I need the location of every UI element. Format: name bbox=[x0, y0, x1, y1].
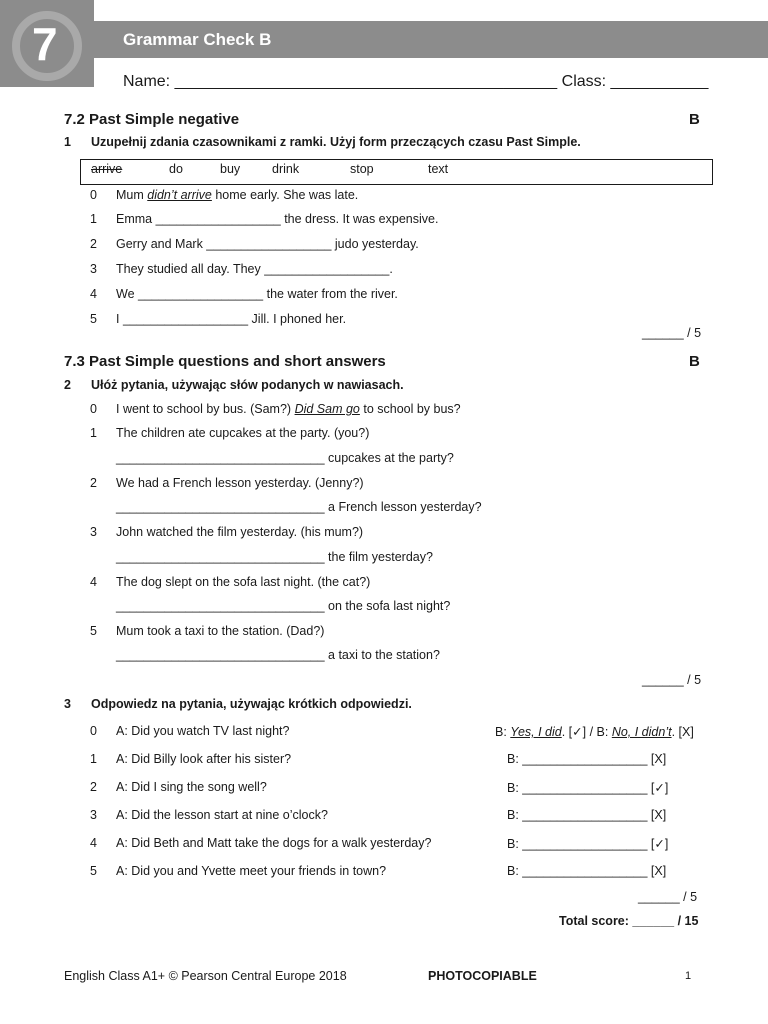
example-answer: didn’t arrive bbox=[147, 188, 212, 202]
short-answer-question: A: Did the lesson start at nine o’clock? bbox=[116, 808, 328, 822]
item-number: 4 bbox=[90, 836, 97, 850]
score-exercise-1: ______ / 5 bbox=[642, 326, 702, 340]
section-7-3-title: 7.3 Past Simple questions and short answers bbox=[64, 353, 386, 370]
section-7-2-title: 7.2 Past Simple negative bbox=[64, 111, 240, 128]
score-exercise-3: ______ / 5 bbox=[638, 890, 698, 904]
total-score: Total score: ______ / 15 bbox=[559, 914, 699, 928]
exercise-1-number: 1 bbox=[64, 135, 71, 149]
unit-badge bbox=[0, 0, 94, 87]
item-number: 2 bbox=[90, 237, 97, 251]
question-prompt: The dog slept on the sofa last night. (the cat?) bbox=[116, 575, 371, 589]
word-box bbox=[80, 159, 713, 185]
question-blank: ______________________________ the film yesterday? bbox=[116, 550, 433, 564]
item-number: 3 bbox=[90, 808, 97, 822]
page-title: Grammar Check B bbox=[123, 30, 272, 49]
example-answer-yes: Yes, I did bbox=[510, 725, 562, 739]
item-number: 2 bbox=[90, 780, 97, 794]
item-number: 2 bbox=[90, 476, 97, 490]
item-number: 0 bbox=[90, 188, 97, 202]
exercise-1-instruction: Uzupełnij zdania czasownikami z ramki. Użyj form przeczących czasu Past Simple. bbox=[91, 135, 581, 149]
example-short-answers: B: Yes, I did. [✓] / B: No, I didn’t. [X] bbox=[495, 725, 694, 739]
example-answer: Did Sam go bbox=[294, 402, 360, 416]
name-class-line: Name: ___________________________________________ Class: ___________ bbox=[123, 73, 709, 90]
score-exercise-2: ______ / 5 bbox=[642, 673, 702, 687]
item-number: 1 bbox=[90, 212, 97, 226]
gap-fill-sentence: I __________________ Jill. I phoned her. bbox=[116, 312, 347, 326]
word-box-item: arrive bbox=[91, 162, 123, 176]
question-prompt: John watched the film yesterday. (his mum?) bbox=[116, 525, 364, 539]
short-answer-blank: B: __________________ [✓] bbox=[507, 781, 669, 795]
question-prompt: We had a French lesson yesterday. (Jenny?) bbox=[116, 476, 364, 490]
unit-number: 7 bbox=[32, 18, 58, 70]
short-answer-question: A: Did you watch TV last night? bbox=[116, 724, 290, 738]
word-box-item: buy bbox=[220, 162, 241, 176]
word-box-item: text bbox=[428, 162, 449, 176]
item-number: 3 bbox=[90, 262, 97, 276]
example-sentence: I went to school by bus. (Sam?) Did Sam go to school by bus? bbox=[116, 402, 461, 416]
word-box-item: stop bbox=[350, 162, 374, 176]
item-number: 5 bbox=[90, 624, 97, 638]
short-answer-blank: B: __________________ [X] bbox=[507, 864, 667, 878]
footer-copyright: English Class A1+ © Pearson Central Europe 2018 bbox=[64, 969, 347, 983]
gap-fill-sentence: Gerry and Mark __________________ judo yesterday. bbox=[116, 237, 419, 251]
gap-fill-sentence: They studied all day. They __________________. bbox=[116, 262, 393, 276]
page-number: 1 bbox=[685, 970, 692, 982]
exercise-3-instruction: Odpowiedz na pytania, używając krótkich odpowiedzi. bbox=[91, 697, 412, 711]
section-7-2-level: B bbox=[689, 111, 700, 128]
question-blank: ______________________________ on the sofa last night? bbox=[116, 599, 451, 613]
footer-photocopiable: PHOTOCOPIABLE bbox=[428, 969, 537, 983]
question-prompt: Mum took a taxi to the station. (Dad?) bbox=[116, 624, 325, 638]
exercise-3-number: 3 bbox=[64, 697, 71, 711]
item-number: 4 bbox=[90, 287, 97, 301]
short-answer-blank: B: __________________ [X] bbox=[507, 808, 667, 822]
item-number: 5 bbox=[90, 312, 97, 326]
gap-fill-sentence: We __________________ the water from the river. bbox=[116, 287, 398, 301]
short-answer-blank: B: __________________ [X] bbox=[507, 752, 667, 766]
exercise-2-number: 2 bbox=[64, 378, 71, 392]
example-sentence: Mum didn’t arrive home early. She was late. bbox=[116, 188, 359, 202]
word-box-item: do bbox=[169, 162, 183, 176]
item-number: 0 bbox=[90, 402, 97, 416]
question-prompt: The children ate cupcakes at the party. (you?) bbox=[116, 426, 370, 440]
short-answer-question: A: Did you and Yvette meet your friends in town? bbox=[116, 864, 387, 878]
short-answer-question: A: Did Billy look after his sister? bbox=[116, 752, 292, 766]
item-number: 0 bbox=[90, 724, 97, 738]
question-blank: ______________________________ a taxi to the station? bbox=[116, 648, 440, 662]
item-number: 1 bbox=[90, 426, 97, 440]
section-7-3-level: B bbox=[689, 353, 700, 370]
item-number: 1 bbox=[90, 752, 97, 766]
item-number: 4 bbox=[90, 575, 97, 589]
short-answer-blank: B: __________________ [✓] bbox=[507, 837, 669, 851]
question-blank: ______________________________ a French lesson yesterday? bbox=[116, 500, 482, 514]
title-bar bbox=[94, 21, 768, 58]
exercise-2-instruction: Ułóż pytania, używając słów podanych w nawiasach. bbox=[91, 378, 404, 392]
item-number: 3 bbox=[90, 525, 97, 539]
gap-fill-sentence: Emma __________________ the dress. It was expensive. bbox=[116, 212, 439, 226]
question-blank: ______________________________ cupcakes at the party? bbox=[116, 451, 454, 465]
item-number: 5 bbox=[90, 864, 97, 878]
example-answer-no: No, I didn’t bbox=[611, 725, 672, 739]
short-answer-question: A: Did Beth and Matt take the dogs for a walk yesterday? bbox=[116, 836, 432, 850]
word-box-item: drink bbox=[272, 162, 300, 176]
short-answer-question: A: Did I sing the song well? bbox=[116, 780, 267, 794]
